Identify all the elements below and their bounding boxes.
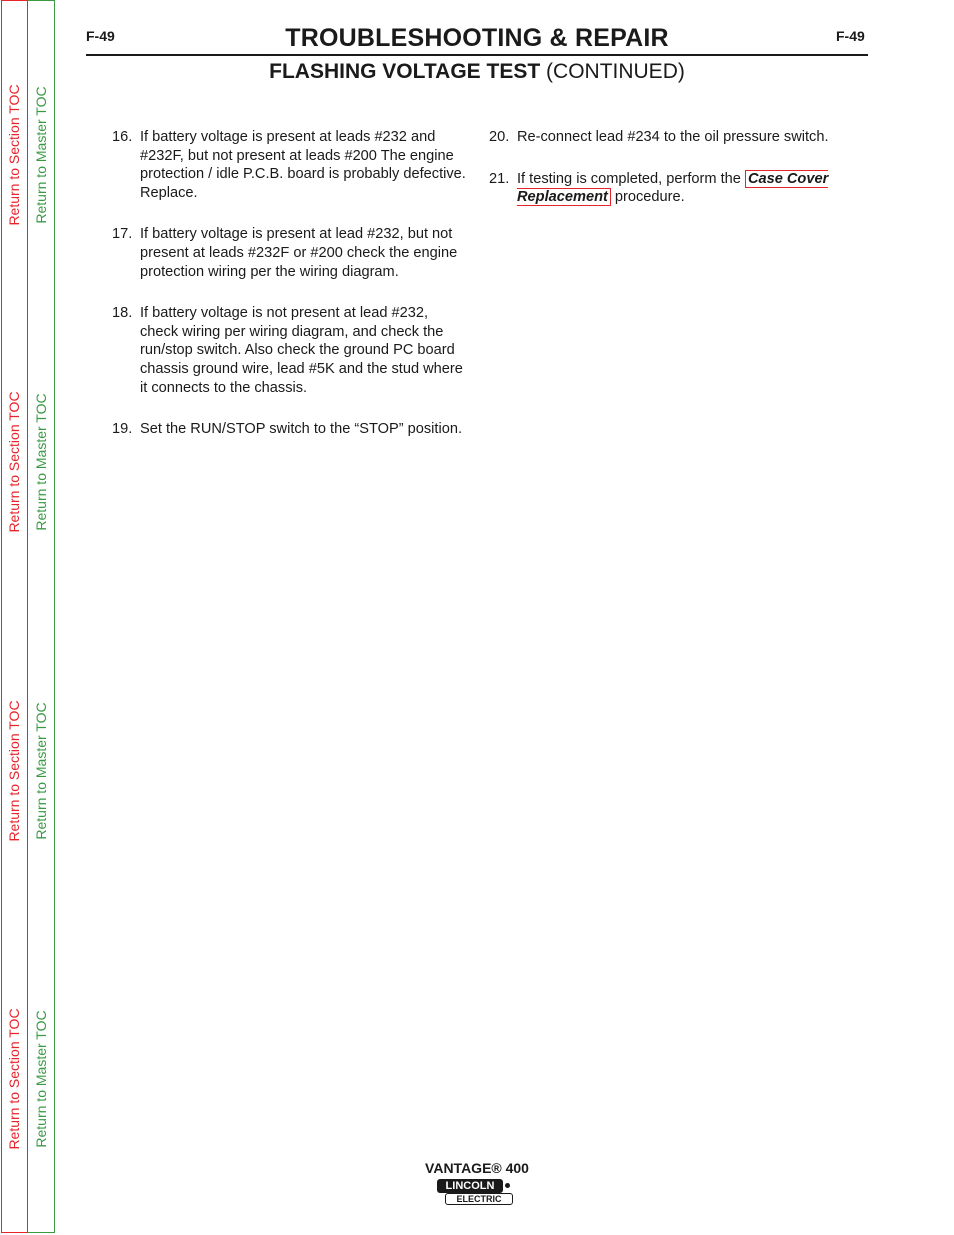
step-item bbox=[112, 420, 467, 439]
step-text: If battery voltage is present at lead #232, but not present at leads #232F or #200 check the engine protection wiring per the wiring diagram. bbox=[140, 226, 458, 280]
step-text: Set the RUN/STOP switch to the “STOP” position. bbox=[140, 421, 463, 438]
step-item bbox=[112, 304, 467, 397]
steps-left-column bbox=[112, 128, 467, 462]
step-number: 18. bbox=[112, 305, 133, 322]
steps-right-column bbox=[489, 128, 829, 230]
step-number: 17. bbox=[112, 226, 133, 243]
step-number: 20. bbox=[489, 129, 510, 145]
step-text bbox=[517, 170, 829, 207]
model-name: VANTAGE® 400 bbox=[425, 1160, 529, 1176]
title-divider bbox=[86, 54, 868, 56]
return-to-section-toc-link[interactable]: Return to Section TOC bbox=[6, 84, 22, 226]
logo-dot bbox=[505, 1183, 510, 1188]
lincoln-electric-logo bbox=[437, 1179, 515, 1207]
step-text-after: procedure. bbox=[610, 189, 685, 206]
subtitle-continued: (CONTINUED) bbox=[546, 60, 685, 83]
return-to-master-toc-link[interactable]: Return to Master TOC bbox=[33, 393, 49, 531]
page-title: TROUBLESHOOTING & REPAIR bbox=[285, 24, 669, 52]
step-text-before: If testing is completed, perform the bbox=[517, 170, 745, 187]
step-text: Re-connect lead #234 to the oil pressure switch. bbox=[517, 129, 829, 145]
return-to-section-toc-link[interactable]: Return to Section TOC bbox=[6, 1008, 22, 1150]
return-to-master-toc-link[interactable]: Return to Master TOC bbox=[33, 702, 49, 840]
section-subtitle bbox=[86, 60, 868, 84]
step-text: If battery voltage is present at leads #232 and #232F, but not present at leads #200 The engine protection / idle P.C.B. board is probably defective. Replace. bbox=[140, 129, 466, 201]
return-to-section-toc-link[interactable]: Return to Section TOC bbox=[6, 391, 22, 533]
case-cover-replacement-link[interactable]: Case Cover Replacement bbox=[517, 170, 829, 206]
return-to-master-toc-link[interactable]: Return to Master TOC bbox=[33, 1010, 49, 1148]
page-number-right: F-49 bbox=[836, 28, 865, 44]
return-to-master-toc-link[interactable]: Return to Master TOC bbox=[33, 86, 49, 224]
logo-bottom: ELECTRIC bbox=[445, 1193, 513, 1205]
subtitle-bold: FLASHING VOLTAGE TEST bbox=[269, 60, 541, 83]
step-item bbox=[112, 225, 467, 281]
step-text: If battery voltage is not present at lead #232, check wiring per wiring diagram, and check the run/stop switch. Also check the ground PC board chassis ground wire, lead #5K and the stud where it connects to the chassis. bbox=[140, 305, 463, 396]
step-number: 19. bbox=[112, 421, 133, 438]
page-number-left: F-49 bbox=[86, 28, 115, 44]
logo-top: LINCOLN bbox=[437, 1179, 503, 1193]
step-item bbox=[489, 128, 829, 147]
step-item bbox=[112, 128, 467, 202]
return-to-section-toc-link[interactable]: Return to Section TOC bbox=[6, 700, 22, 842]
step-number: 16. bbox=[112, 129, 133, 145]
step-item bbox=[489, 170, 829, 207]
step-number: 21. bbox=[489, 170, 510, 187]
